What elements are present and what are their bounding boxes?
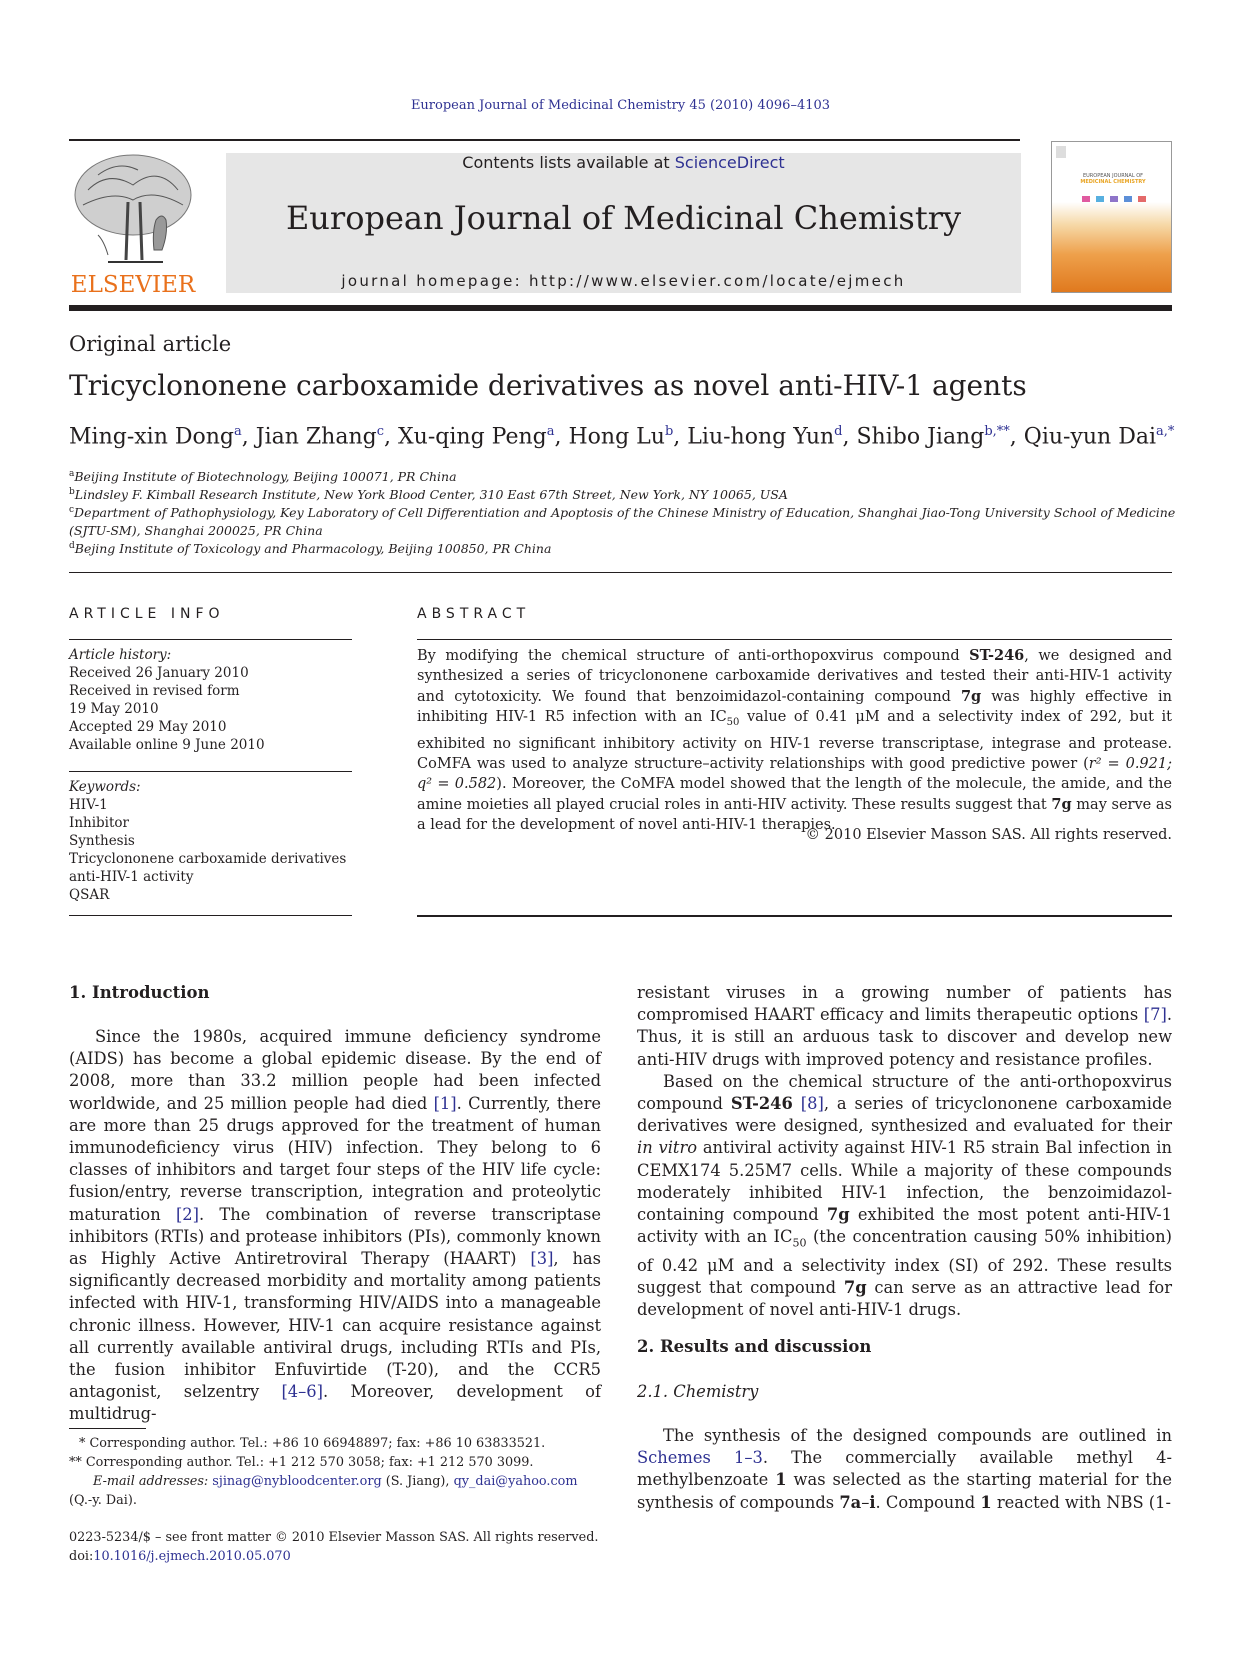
- scheme-link[interactable]: Schemes 1–3: [637, 1448, 763, 1468]
- author-affil-link[interactable]: d: [834, 424, 843, 439]
- sciencedirect-link[interactable]: ScienceDirect: [674, 153, 785, 172]
- email-link[interactable]: qy_dai@yahoo.com: [453, 1474, 578, 1489]
- keyword: Synthesis: [69, 833, 135, 849]
- author-affil-link[interactable]: a: [234, 424, 242, 439]
- right-column-text: resistant viruses in a growing number of patients has compromised HAART efficacy and limits therapeutic options [7]. Thus, it is still an arduous task to discover and develop new anti-HIV drugs with improved potency and resistance profiles. Based on the chemical structure of the anti-orthopoxvirus compound ST-246 [8], a series of tricyclononene carboxamide derivatives were designed, synthesized and evaluated for their in vitro antiviral activity against HIV-1 R5 strain Bal infection in CEMX174 5.25M7 cells. While a majority of these compounds moderately inhibited HIV-1 infection, the benzoimidazol-containing compound 7g exhibited the most potent anti-HIV-1 activity with an $IC_{50}$ (the concentration causing 50% inhibition) of 0.42 μM and a selectivity index (SI) of 292. These results suggest that compound 7g can serve as an attractive lead for development of novel anti-HIV-1 drugs.: [637, 983, 1173, 1320]
- author: Qiu-yun Dai: [1023, 424, 1157, 450]
- author-affil-link[interactable]: b,**: [984, 424, 1010, 439]
- author: Shibo Jiang: [856, 424, 985, 450]
- author: Xu-qing Peng: [398, 424, 547, 450]
- citation-link[interactable]: [7]: [1143, 1005, 1167, 1025]
- author: Liu-hong Yun: [687, 424, 835, 450]
- cover-title: EUROPEAN JOURNAL OF MEDICINAL CHEMISTRY: [1080, 173, 1146, 185]
- author: Ming-xin Dong: [69, 424, 234, 450]
- cover-swatch: [1138, 196, 1146, 202]
- abstract-heading: ABSTRACT: [417, 606, 531, 622]
- cover-swatch: [1096, 196, 1104, 202]
- divider: [417, 915, 1172, 917]
- section-heading-introduction: 1. Introduction: [69, 983, 210, 1002]
- journal-homepage[interactable]: journal homepage: http://www.elsevier.com/locate/ejmech: [341, 272, 906, 290]
- citation-link[interactable]: [8]: [800, 1094, 824, 1114]
- divider: [69, 915, 352, 916]
- divider: [69, 572, 1172, 573]
- subsection-heading-chemistry: 2.1. Chemistry: [637, 1382, 759, 1401]
- author-affil-link[interactable]: b: [664, 424, 674, 439]
- abstract-copyright: © 2010 Elsevier Masson SAS. All rights reserved.: [805, 827, 1172, 843]
- author: Hong Lu: [568, 424, 665, 450]
- cover-swatch: [1082, 196, 1090, 202]
- top-rule: [69, 139, 1020, 141]
- journal-reference[interactable]: European Journal of Medicinal Chemistry 45 (2010) 4096–4103: [410, 98, 831, 113]
- divider: [69, 639, 352, 640]
- author-affil-link[interactable]: a: [546, 424, 555, 439]
- keyword: HIV-1: [69, 797, 108, 813]
- abstract-text: By modifying the chemical structure of anti-orthopoxvirus compound ST-246, we designed and synthesized a series of tricyclononene carboxamide derivatives and tested their anti-HIV-1 activity and cytotoxicity. We found that benzoimidazol-containing compound 7g was highly effective in inhibiting HIV-1 R5 infection with an $IC_{50}$ value of 0.41 μM and a selectivity index of 292, but it exhibited no significant inhibitory activity on HIV-1 reverse transcriptase, integrase and protease. CoMFA was used to analyze structure–activity relationships with good predictive power (r² = 0.921; q² = 0.582). Moreover, the CoMFA model showed that the length of the molecule, the amide, and the amine moieties all played crucial roles in anti-HIV activity. These results suggest that 7g may serve as a lead for the development of novel anti-HIV-1 therapies.: [417, 647, 1173, 834]
- cover-swatch: [1124, 196, 1132, 202]
- cover-logo-icon: [1056, 146, 1066, 158]
- journal-cover-image: [1051, 141, 1172, 293]
- article-type: Original article: [69, 332, 232, 356]
- divider: [69, 771, 352, 772]
- author-affil-link[interactable]: c: [376, 424, 385, 439]
- email-link[interactable]: sjinag@nybloodcenter.org: [212, 1474, 382, 1489]
- keyword: anti-HIV-1 activity: [69, 869, 194, 885]
- citation-link[interactable]: [4–6]: [281, 1382, 323, 1402]
- footnote-rule: [69, 1428, 146, 1429]
- article-title: Tricyclononene carboxamide derivatives as novel anti-HIV-1 agents: [69, 369, 1027, 402]
- author-list: Ming-xin Dong$^a$, Jian Zhang$^c$, Xu-qing Peng$^a$, Hong Lu$^b$, Liu-hong Yun$^d$, Shibo Jiang$^{b,**}$, Qiu-yun Dai$^{a,*}$: [69, 424, 1175, 450]
- cover-swatch: [1110, 196, 1118, 202]
- footnotes: * Corresponding author. Tel.: +86 10 66948897; fax: +86 10 63833521. ** Corresponding author. Tel.: +1 212 570 3058; fax: +1 212 570 3099. E-mail addresses: sjinag@nybloodcenter.org (S. Jiang), qy_dai@yahoo.com (Q.-y. Dai).: [69, 1436, 578, 1508]
- affiliation: $^b$Lindsley F. Kimball Research Institute, New York Blood Center, 310 East 67th Street, New York, NY 10065, USA: [69, 487, 788, 503]
- citation-link[interactable]: [2]: [175, 1204, 199, 1224]
- header-rule: [69, 305, 1172, 311]
- journal-title: European Journal of Medicinal Chemistry: [285, 199, 962, 237]
- divider: [417, 639, 1172, 640]
- section-heading-results: 2. Results and discussion: [637, 1337, 872, 1356]
- keyword: QSAR: [69, 887, 110, 903]
- keyword: Inhibitor: [69, 815, 130, 831]
- author: Jian Zhang: [255, 424, 377, 450]
- intro-paragraph: Since the 1980s, acquired immune deficiency syndrome (AIDS) has become a global epidemic disease. By the end of 2008, more than 33.2 million people had been infected worldwide, and 25 million people had died [1]. Currently, there are more than 25 drugs approved for the treatment of human immunodeficiency virus (HIV) infection. They belong to 6 classes of inhibitors and target four steps of the HIV life cycle: fusion/entry, reverse transcription, integration and proteolytic maturation [2]. The combination of reverse transcriptase inhibitors (RTIs) and protease inhibitors (PIs), commonly known as Highly Active Antiretroviral Therapy (HAART) [3], has significantly decreased morbidity and mortality among patients infected with HIV-1, transforming HIV/AIDS into a manageable chronic illness. However, HIV-1 can acquire resistance against all currently available antiviral drugs, including RTIs and PIs, the fusion inhibitor Enfuvirtide (T-20), and the CCR5 antagonist, selzentry [4–6]. Moreover, development of multidrug-: [69, 1027, 601, 1424]
- citation-link[interactable]: [1]: [433, 1093, 457, 1113]
- affiliation: $^c$Department of Pathophysiology, Key Laboratory of Cell Differentiation and Apoptosis of the Chinese Ministry of Education, Shanghai Jiao-Tong University School of Medicine (SJTU-SM), Shanghai 200025, PR China: [69, 505, 1176, 539]
- affiliation: $^d$Bejing Institute of Toxicology and Pharmacology, Beijing 100850, PR China: [69, 541, 552, 557]
- citation-link[interactable]: [3]: [530, 1249, 554, 1269]
- keywords: Keywords: HIV-1 Inhibitor Synthesis Tricyclononene carboxamide derivatives anti-HIV-1 activity QSAR: [69, 778, 352, 904]
- elsevier-wordmark: ELSEVIER: [70, 272, 196, 298]
- article-info-heading: ARTICLE INFO: [69, 606, 225, 622]
- affiliation: $^a$Beijing Institute of Biotechnology, Beijing 100071, PR China: [69, 469, 457, 485]
- front-matter: 0223-5234/$ – see front matter © 2010 Elsevier Masson SAS. All rights reserved. doi:10.1016/j.ejmech.2010.05.070: [69, 1530, 599, 1564]
- chemistry-paragraph: The synthesis of the designed compounds are outlined in Schemes 1–3. The commercially available methyl 4-methylbenzoate 1 was selected as the starting material for the synthesis of compounds 7a–i. Compound 1 reacted with NBS (1-: [637, 1426, 1172, 1512]
- contents-line: Contents lists available at ScienceDirect: [462, 153, 785, 172]
- doi-link[interactable]: 10.1016/j.ejmech.2010.05.070: [93, 1549, 291, 1564]
- article-history: Article history: Received 26 January 2010 Received in revised form 19 May 2010 Accepted 29 May 2010 Available online 9 June 2010: [69, 647, 265, 753]
- keyword: Tricyclononene carboxamide derivatives: [69, 851, 347, 867]
- author-affil-link[interactable]: a,*: [1156, 424, 1175, 439]
